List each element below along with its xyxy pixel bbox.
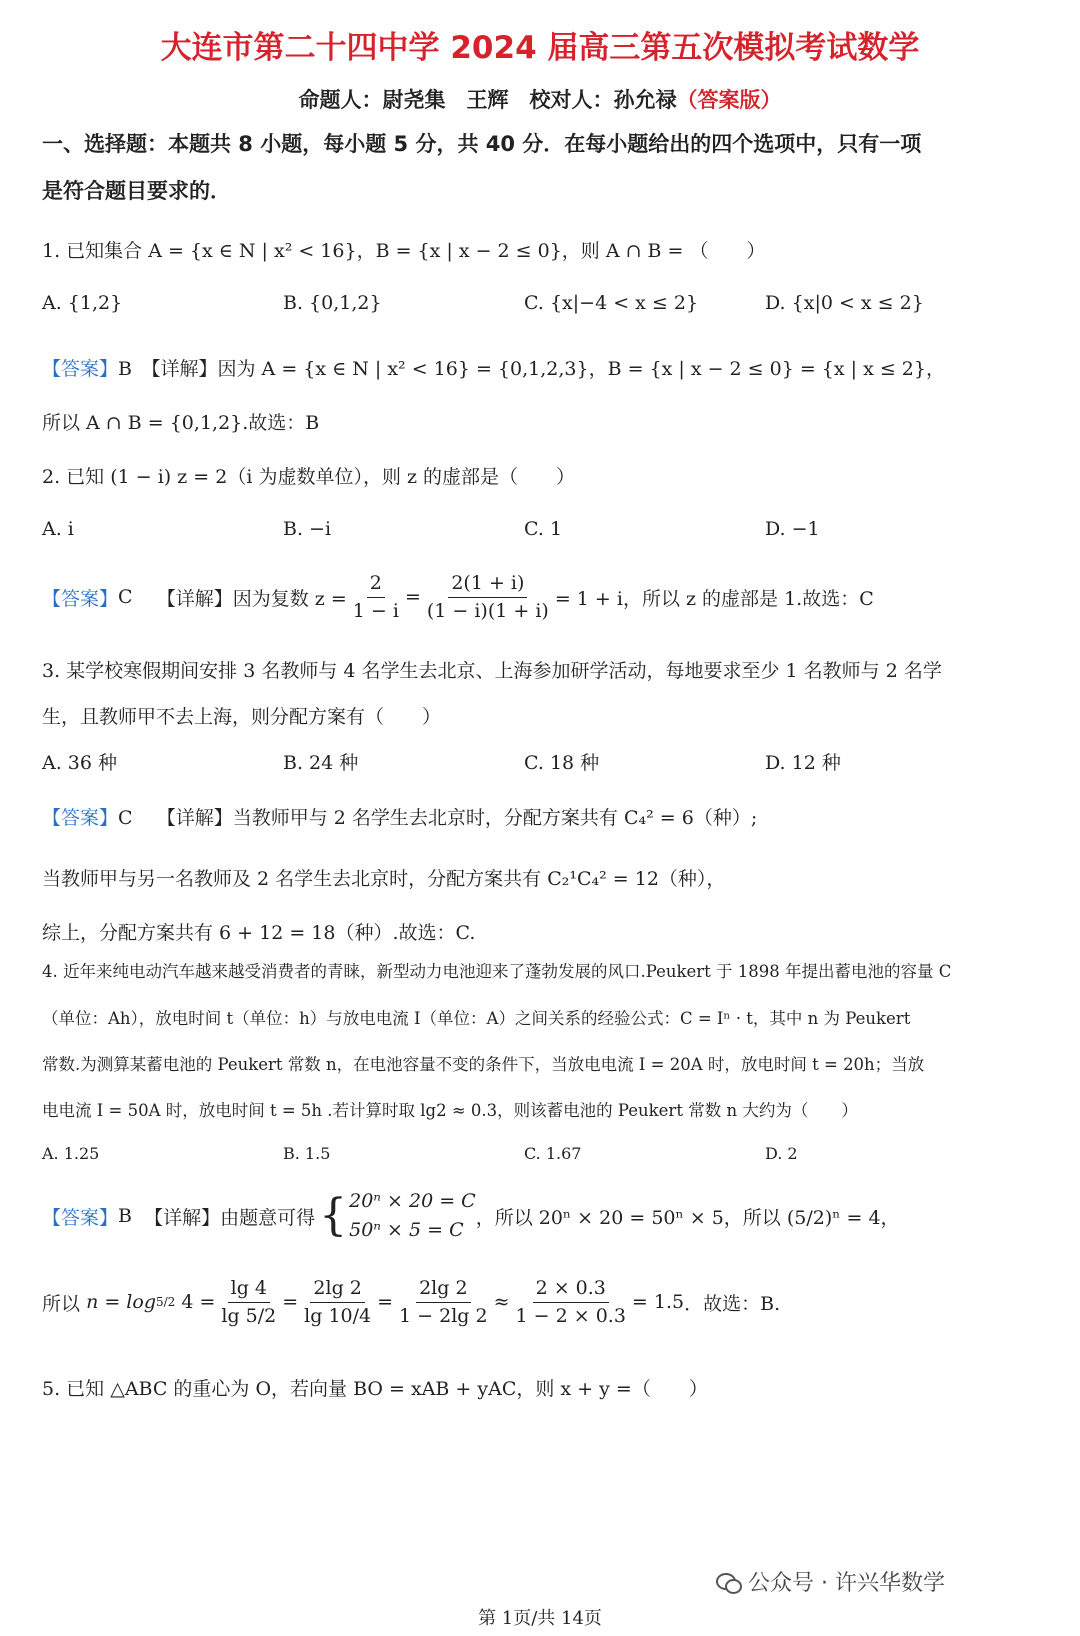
q3-detail3: 综上，分配方案共有 6 + 12 = 18（种）.故选：C. xyxy=(42,922,476,944)
q4-stem-line3: 常数.为测算某蓄电池的 Peukert 常数 n，在电池容量不变的条件下，当放电电流 I = 20A 时，放电时间 t = 20h；当放 xyxy=(42,1055,925,1074)
q1-answer: B xyxy=(118,358,132,380)
q4-stem-line2: （单位：Ah），放电时间 t（单位：h）与放电电流 I（单位：A）之间关系的经验公式：C = Iⁿ · t，其中 n 为 Peukert xyxy=(42,1009,911,1028)
answer-tag: 【答案】 xyxy=(42,587,119,610)
q1-option-b: B. {0,1,2} xyxy=(283,292,382,314)
q2-detail-pre: 因为复数 z = xyxy=(232,587,347,610)
section-heading-line1: 一、选择题：本题共 8 小题，每小题 5 分，共 40 分．在每小题给出的四个选项中，只有一项 xyxy=(42,132,922,156)
q2-fraction-2: $\frac{2(1 + i)}{(1 - i)(1 + i)}$ xyxy=(426,571,549,622)
detail-tag: 【详解】 xyxy=(156,807,233,829)
section-heading-line2: 是符合题目要求的． xyxy=(42,179,231,203)
q4-detail-c-pre: 所以 xyxy=(42,1292,81,1315)
q4-choose: ．故选：B. xyxy=(684,1292,781,1315)
page-footer: 第 1页/共 14页 xyxy=(478,1608,602,1629)
q3-stem-line2: 生，且教师甲不去上海，则分配方案有（ ） xyxy=(42,706,442,728)
q3-option-b: B. 24 种 xyxy=(283,752,359,774)
q3-detail2: 当教师甲与另一名教师及 2 名学生去北京时，分配方案共有 C₂¹C₄² = 12（种）， xyxy=(42,868,726,890)
q4-option-d: D. 2 xyxy=(765,1144,798,1163)
q2-option-c: C. 1 xyxy=(524,518,563,540)
q5-stem: 5. 已知 △ABC 的重心为 O，若向量 BO = xAB + yAC，则 x + y =（ ） xyxy=(42,1378,708,1400)
q4-detail-c: 所以 n = log 5/2 4 = $\frac{\lg 4}{\lg 5/2}$ = $\frac{2\lg 2}{\lg 10/4}$ = $\frac{2\lg 2}{1 - 2\lg 2}$ ≈ $\frac{2 \times 0.3}{1 - 2 \times 0.3}$ = 1.5 ．故选：B. xyxy=(42,1276,781,1327)
q1-option-a: A. {1,2} xyxy=(42,292,123,314)
q2-answer-line: 【答案】 C 【详解】 因为复数 z = $\frac{2}{1 - i}$ = $\frac{2(1 + i)}{(1 - i)(1 + i)}$ = 1 + i，所以 z 的虚部是 1.故选：C xyxy=(42,571,874,622)
q4-option-a: A. 1.25 xyxy=(42,1144,100,1163)
authors-line xyxy=(0,84,1080,114)
q2-option-d: D. −1 xyxy=(765,518,820,540)
authors-text: 命题人：尉尧集 王辉 校对人：孙允禄 xyxy=(298,88,677,112)
q4-fraction-4: $\frac{2 \times 0.3}{1 - 2 \times 0.3}$ xyxy=(515,1276,626,1327)
watermark-text: 公众号 · 许兴华数学 xyxy=(748,1571,945,1596)
q4-fraction-1: $\frac{\lg 4}{\lg 5/2}$ xyxy=(221,1276,277,1327)
q4-system xyxy=(349,1187,476,1246)
q4-answer: B xyxy=(118,1205,132,1227)
q4-option-c: C. 1.67 xyxy=(524,1144,582,1163)
detail-tag: 【详解】 xyxy=(156,587,233,610)
edition-label: （答案版） xyxy=(676,88,782,112)
q4-stem-line4: 电电流 I = 50A 时，放电时间 t = 5h .若计算时取 lg2 ≈ 0.3，则该蓄电池的 Peukert 常数 n 大约为（ ） xyxy=(42,1101,858,1120)
q4-result: = 1.5 xyxy=(631,1291,685,1313)
q4-answer-line xyxy=(42,1180,900,1252)
q2-option-a: A. i xyxy=(42,518,74,540)
answer-tag: 【答案】 xyxy=(42,1206,119,1229)
wechat-icon xyxy=(716,1572,740,1592)
q4-option-b: B. 1.5 xyxy=(283,1144,331,1163)
q3-option-c: C. 18 种 xyxy=(524,752,600,774)
detail-tag: 【详解】 xyxy=(151,358,218,380)
q4-stem-line1: 4. 近年来纯电动汽车越来越受消费者的青睐，新型动力电池迎来了蓬勃发展的风口.Peukert 于 1898 年提出蓄电池的容量 C xyxy=(42,962,952,981)
q2-option-b: B. −i xyxy=(283,518,332,540)
q2-detail-post: = 1 + i，所以 z 的虚部是 1.故选：C xyxy=(554,587,874,610)
q1-detail2: 所以 A ∩ B = {0,1,2}.故选：B xyxy=(42,412,320,434)
q1-answer-line xyxy=(42,354,945,381)
q4-system-eq1: 20ⁿ × 20 = C xyxy=(349,1189,476,1212)
q2-stem: 2. 已知 (1 − i) z = 2（i 为虚数单位），则 z 的虚部是（ ） xyxy=(42,466,576,488)
brace-icon: { xyxy=(319,1190,348,1241)
q1-option-d: D. {x|0 < x ≤ 2} xyxy=(765,292,924,314)
answer-tag: 【答案】 xyxy=(42,358,119,380)
page-title: 大连市第二十四中学 2024 届高三第五次模拟考试数学 xyxy=(160,30,920,66)
q4-n-expr: n = log xyxy=(86,1291,156,1313)
q3-answer: C xyxy=(118,807,133,829)
detail-tag: 【详解】 xyxy=(144,1206,221,1229)
q4-n-base: 5/2 xyxy=(155,1295,176,1309)
q2-answer: C xyxy=(118,586,133,608)
q3-stem-line1: 3. 某学校寒假期间安排 3 名教师与 4 名学生去北京、上海参加研学活动，每地要求至少 1 名教师与 2 名学 xyxy=(42,660,942,682)
q1-detail1: 因为 A = {x ∈ N | x² < 16} = {0,1,2,3}，B = {x | x − 2 ≤ 0} = {x | x ≤ 2}， xyxy=(217,358,945,380)
q1-stem: 1. 已知集合 A = {x ∈ N | x² < 16}，B = {x | x − 2 ≤ 0}，则 A ∩ B = （ ） xyxy=(42,240,766,262)
q4-fraction-2: $\frac{2\lg 2}{\lg 10/4}$ xyxy=(304,1276,372,1327)
q4-detail-a: 由题意可得 xyxy=(220,1206,316,1229)
q3-answer-line xyxy=(42,803,757,830)
q4-detail-b: ，所以 20ⁿ × 20 = 50ⁿ × 5，所以 (5/2)ⁿ = 4， xyxy=(475,1206,900,1229)
answer-tag: 【答案】 xyxy=(42,807,119,829)
watermark xyxy=(716,1566,945,1597)
q3-detail1: 当教师甲与 2 名学生去北京时，分配方案共有 C₄² = 6（种）; xyxy=(232,807,758,829)
q3-option-a: A. 36 种 xyxy=(42,752,118,774)
q2-fraction-1: $\frac{2}{1 - i}$ xyxy=(352,571,399,622)
q4-system-eq2: 50ⁿ × 5 = C xyxy=(349,1219,464,1241)
q1-option-c: C. {x|−4 < x ≤ 2} xyxy=(524,292,699,314)
q3-option-d: D. 12 种 xyxy=(765,752,841,774)
q4-fraction-3: $\frac{2\lg 2}{1 - 2\lg 2}$ xyxy=(399,1276,488,1327)
